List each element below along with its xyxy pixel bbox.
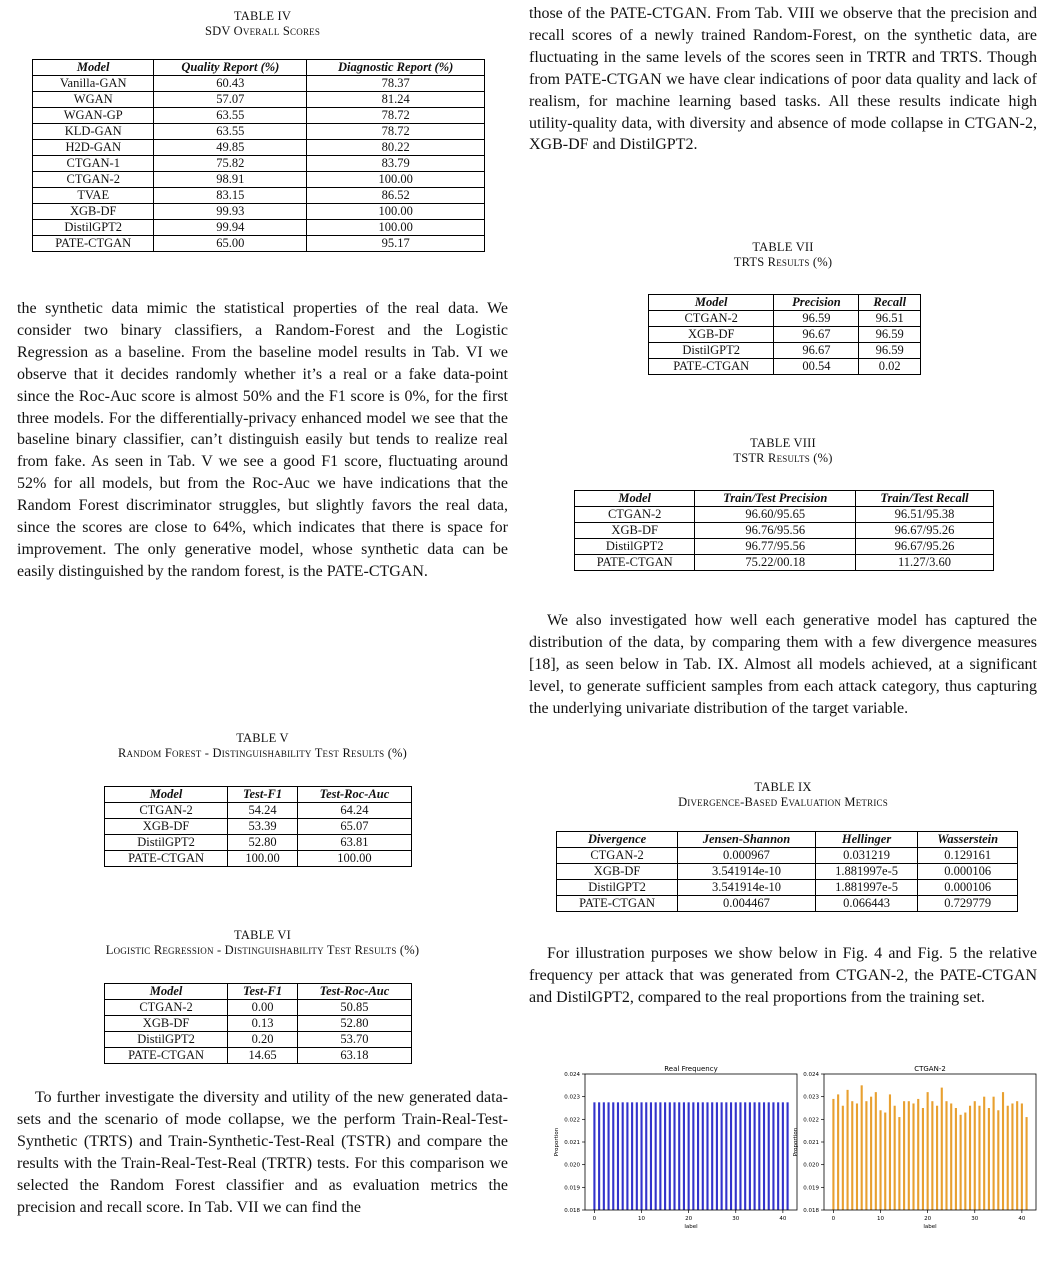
- table-cell: 100.00: [307, 220, 485, 236]
- table-cell: 0.000967: [678, 848, 816, 864]
- table-cell: XGB-DF: [105, 819, 228, 835]
- chart-bar: [875, 1092, 877, 1210]
- table-cell: 96.67: [774, 327, 859, 343]
- left-paragraph-2-text: To further investigate the diversity and utility of the new generated data-sets and the scenario of mode collapse, we the perform Train-Real-Test-Synthetic (TRTS) and Train-Synthetic-Test-Real (TSTR) and compare the results with the Train-Real-Test-Real (TRTR) tests. For this comparison we selected the Random Forest classifier and as evaluation metrics the precision and recall score. In Tab. VII we can find the: [17, 1089, 508, 1216]
- table-cell: 49.85: [154, 140, 307, 156]
- chart-title: CTGAN-2: [914, 1065, 946, 1073]
- table-cell: XGB-DF: [575, 523, 695, 539]
- table-row: [557, 896, 1018, 912]
- table6-number: TABLE VI: [234, 928, 291, 942]
- table-cell: 14.65: [228, 1048, 298, 1064]
- chart-bar: [702, 1102, 704, 1210]
- table-cell: 0.20: [228, 1032, 298, 1048]
- table-row: [33, 108, 485, 124]
- chart-bar: [941, 1088, 943, 1210]
- chart-bar: [692, 1102, 694, 1210]
- table5-header-1: Test-F1: [228, 787, 298, 803]
- table-cell: 52.80: [228, 835, 298, 851]
- y-tick-label: 0.018: [803, 1208, 819, 1214]
- chart-bar: [603, 1102, 605, 1210]
- chart-bar: [884, 1113, 886, 1210]
- chart-bar: [983, 1097, 985, 1210]
- table-cell: 65.00: [154, 236, 307, 252]
- chart-bar: [922, 1108, 924, 1210]
- table6-caption: [17, 928, 508, 958]
- table-cell: PATE-CTGAN: [575, 555, 695, 571]
- table5-number: TABLE V: [236, 731, 289, 745]
- table4: [32, 59, 485, 252]
- chart-bar: [908, 1101, 910, 1210]
- table9-header-1: Jensen-Shannon: [678, 832, 816, 848]
- table8: [574, 490, 994, 571]
- chart-frame: [585, 1074, 797, 1210]
- table-cell: 96.51/95.38: [856, 507, 994, 523]
- y-tick-label: 0.020: [564, 1162, 580, 1169]
- x-tick-label: 10: [638, 1216, 646, 1222]
- table-row: [105, 1032, 412, 1048]
- table6-header-0: Model: [105, 984, 228, 1000]
- chart-bar: [655, 1102, 657, 1210]
- table-row: [33, 172, 485, 188]
- chart-bar: [711, 1102, 713, 1210]
- table-row: [33, 236, 485, 252]
- table-row: [105, 1016, 412, 1032]
- chart-bar: [1021, 1103, 1023, 1210]
- table-cell: 0.13: [228, 1016, 298, 1032]
- chart-bar: [739, 1102, 741, 1210]
- y-tick-label: 0.018: [564, 1208, 580, 1214]
- table-row: [33, 140, 485, 156]
- chart-bar: [870, 1097, 872, 1210]
- chart-bar: [640, 1102, 642, 1210]
- right-paragraph-2-text: We also investigated how well each generative model has captured the distribution of the data, by comparing them with a few divergence measures [18], as seen below in Tab. IX. Almost all models achieved, at a significant level, to generate sufficient samples from each attack category, thus capturing the underlying univariate distribution of the target variable.: [529, 612, 1037, 717]
- table-row: [33, 156, 485, 172]
- x-tick-label: 40: [1018, 1216, 1026, 1222]
- table-cell: 0.066443: [815, 896, 917, 912]
- x-tick-label: 30: [971, 1216, 979, 1222]
- chart-bar: [832, 1099, 834, 1210]
- table5-header-0: Model: [105, 787, 228, 803]
- table-row: [105, 835, 412, 851]
- y-axis-label: Proportion: [554, 1127, 560, 1157]
- table6-title: Logistic Regression - Distinguishability Test Results (%): [105, 943, 420, 957]
- table4-header-0: Model: [33, 60, 154, 76]
- table9-header-2: Hellinger: [815, 832, 917, 848]
- chart-bar: [608, 1102, 610, 1210]
- chart-bar: [1016, 1101, 1018, 1210]
- table-row: [649, 311, 921, 327]
- table-cell: Vanilla-GAN: [33, 76, 154, 92]
- chart-bar: [617, 1102, 619, 1210]
- table-cell: 53.39: [228, 819, 298, 835]
- table8-header-2: Train/Test Recall: [856, 491, 994, 507]
- table4-header-2: Diagnostic Report (%): [307, 60, 485, 76]
- table-cell: WGAN-GP: [33, 108, 154, 124]
- chart-bar: [978, 1106, 980, 1210]
- y-tick-label: 0.023: [803, 1094, 819, 1101]
- table7: [648, 294, 921, 375]
- chart-bar: [950, 1103, 952, 1210]
- table5-title: Random Forest - Distinguishability Test Results (%): [117, 746, 408, 760]
- chart-bar: [673, 1102, 675, 1210]
- chart-bar: [669, 1102, 671, 1210]
- chart-frame: [824, 1074, 1036, 1210]
- table-cell: CTGAN-2: [105, 1000, 228, 1016]
- table-row: [649, 343, 921, 359]
- chart-bar: [758, 1102, 760, 1210]
- table-cell: 53.70: [297, 1032, 411, 1048]
- table7-header-0: Model: [649, 295, 774, 311]
- table-row: [575, 555, 994, 571]
- table-cell: XGB-DF: [33, 204, 154, 220]
- table-row: [105, 851, 412, 867]
- chart-bar: [879, 1110, 881, 1210]
- table-cell: 0.031219: [815, 848, 917, 864]
- chart-bar: [697, 1102, 699, 1210]
- table-cell: XGB-DF: [105, 1016, 228, 1032]
- table-cell: 96.59: [859, 343, 921, 359]
- table-row: [33, 204, 485, 220]
- table-row: [105, 1048, 412, 1064]
- table-cell: CTGAN-1: [33, 156, 154, 172]
- chart-bar: [842, 1106, 844, 1210]
- chart-bar: [898, 1117, 900, 1210]
- chart-bar: [744, 1102, 746, 1210]
- table-cell: DistilGPT2: [33, 220, 154, 236]
- table-cell: 96.59: [774, 311, 859, 327]
- table4-number: TABLE IV: [233, 9, 292, 23]
- table-cell: PATE-CTGAN: [649, 359, 774, 375]
- y-tick-label: 0.024: [564, 1072, 580, 1078]
- chart-bar: [894, 1106, 896, 1210]
- table-cell: 54.24: [228, 803, 298, 819]
- table-cell: 98.91: [154, 172, 307, 188]
- table8-title: TSTR Results (%): [733, 451, 833, 465]
- table-cell: 50.85: [297, 1000, 411, 1016]
- chart-bar: [721, 1102, 723, 1210]
- table-cell: PATE-CTGAN: [105, 1048, 228, 1064]
- table-cell: DistilGPT2: [575, 539, 695, 555]
- right-paragraph-3-text: For illustration purposes we show below in Fig. 4 and Fig. 5 the relative frequency per attack that was generated from CTGAN-2, the PATE-CTGAN and DistilGPT2, compared to the real proportions from the training set.: [529, 945, 1037, 1006]
- table-cell: 86.52: [307, 188, 485, 204]
- table-cell: 96.67/95.26: [856, 539, 994, 555]
- chart-bar: [787, 1102, 789, 1210]
- table-cell: 78.37: [307, 76, 485, 92]
- chart-bar: [988, 1108, 990, 1210]
- table-cell: 63.55: [154, 124, 307, 140]
- table-cell: 83.79: [307, 156, 485, 172]
- table-cell: CTGAN-2: [575, 507, 695, 523]
- chart-bar: [706, 1102, 708, 1210]
- chart-bar: [955, 1108, 957, 1210]
- y-tick-label: 0.022: [564, 1117, 580, 1124]
- chart-bar: [645, 1102, 647, 1210]
- table-cell: 99.94: [154, 220, 307, 236]
- chart-bar: [612, 1102, 614, 1210]
- table-row: [33, 188, 485, 204]
- table-cell: H2D-GAN: [33, 140, 154, 156]
- table-row: [575, 523, 994, 539]
- table-cell: 78.72: [307, 124, 485, 140]
- table-cell: 100.00: [307, 172, 485, 188]
- table4-title: SDV Overall Scores: [204, 24, 321, 38]
- table-cell: 75.22/00.18: [695, 555, 856, 571]
- table-cell: 83.15: [154, 188, 307, 204]
- table-row: [33, 124, 485, 140]
- table-row: [105, 819, 412, 835]
- table7-title: TRTS Results (%): [733, 255, 833, 269]
- table-cell: 1.881997e-5: [815, 880, 917, 896]
- table-cell: 96.67/95.26: [856, 523, 994, 539]
- table-cell: XGB-DF: [557, 864, 678, 880]
- table-cell: PATE-CTGAN: [105, 851, 228, 867]
- table-cell: 96.67: [774, 343, 859, 359]
- table-cell: 0.02: [859, 359, 921, 375]
- chart-bar: [917, 1099, 919, 1210]
- table7-header-1: Precision: [774, 295, 859, 311]
- table5: [104, 786, 412, 867]
- table-cell: PATE-CTGAN: [557, 896, 678, 912]
- table-cell: 11.27/3.60: [856, 555, 994, 571]
- chart-bar: [969, 1106, 971, 1210]
- chart-bar: [1026, 1117, 1028, 1210]
- table-row: [575, 507, 994, 523]
- table-cell: PATE-CTGAN: [33, 236, 154, 252]
- chart-bar: [861, 1085, 863, 1210]
- table9-header-3: Wasserstein: [918, 832, 1018, 848]
- table4-caption: [17, 9, 508, 39]
- chart-bar: [636, 1102, 638, 1210]
- chart-bar: [903, 1101, 905, 1210]
- table-cell: 80.22: [307, 140, 485, 156]
- table6: [104, 983, 412, 1064]
- y-tick-label: 0.022: [803, 1117, 819, 1124]
- table-cell: TVAE: [33, 188, 154, 204]
- table-cell: 57.07: [154, 92, 307, 108]
- table-cell: 0.129161: [918, 848, 1018, 864]
- table-cell: 63.55: [154, 108, 307, 124]
- figure-bar-charts: [549, 1062, 1039, 1259]
- right-paragraph-2: [529, 610, 1037, 720]
- table-cell: 1.881997e-5: [815, 864, 917, 880]
- table-cell: 100.00: [228, 851, 298, 867]
- table-cell: 96.51: [859, 311, 921, 327]
- chart-bar: [960, 1115, 962, 1210]
- table-cell: 96.76/95.56: [695, 523, 856, 539]
- table-cell: 95.17: [307, 236, 485, 252]
- table6-header-1: Test-F1: [228, 984, 298, 1000]
- table-row: [557, 864, 1018, 880]
- x-tick-label: 0: [592, 1216, 597, 1222]
- table8-number: TABLE VIII: [750, 436, 816, 450]
- table7-number: TABLE VII: [752, 240, 814, 254]
- table-cell: 96.59: [859, 327, 921, 343]
- chart-bar: [847, 1090, 849, 1210]
- table-cell: 100.00: [297, 851, 411, 867]
- chart-bar: [598, 1102, 600, 1210]
- y-tick-label: 0.023: [564, 1094, 580, 1101]
- table-cell: 0.00: [228, 1000, 298, 1016]
- chart-bar: [725, 1102, 727, 1210]
- chart-bar: [763, 1102, 765, 1210]
- table-cell: 3.541914e-10: [678, 864, 816, 880]
- table-row: [557, 880, 1018, 896]
- table-cell: KLD-GAN: [33, 124, 154, 140]
- table-cell: 96.60/95.65: [695, 507, 856, 523]
- table5-header-2: Test-Roc-Auc: [297, 787, 411, 803]
- x-tick-label: 30: [732, 1216, 740, 1222]
- table7-header-2: Recall: [859, 295, 921, 311]
- table-cell: DistilGPT2: [557, 880, 678, 896]
- table-cell: 0.004467: [678, 896, 816, 912]
- chart-bar: [993, 1097, 995, 1210]
- x-tick-label: 10: [877, 1216, 885, 1222]
- table-cell: 0.000106: [918, 880, 1018, 896]
- table-cell: 81.24: [307, 92, 485, 108]
- chart-bar: [912, 1103, 914, 1210]
- chart-bar: [650, 1102, 652, 1210]
- table-row: [557, 848, 1018, 864]
- table9-title: Divergence-Based Evaluation Metrics: [678, 795, 888, 809]
- table-cell: 3.541914e-10: [678, 880, 816, 896]
- chart-bar: [730, 1102, 732, 1210]
- table-cell: 63.18: [297, 1048, 411, 1064]
- table-cell: XGB-DF: [649, 327, 774, 343]
- table5-caption: [17, 731, 508, 761]
- table-cell: 99.93: [154, 204, 307, 220]
- chart-bar: [631, 1102, 633, 1210]
- table-row: [33, 92, 485, 108]
- chart-bar: [749, 1102, 751, 1210]
- x-axis-label: label: [923, 1224, 937, 1230]
- chart-title: Real Frequency: [664, 1065, 718, 1073]
- x-axis-label: label: [684, 1224, 698, 1230]
- table-cell: CTGAN-2: [557, 848, 678, 864]
- table-cell: 64.24: [297, 803, 411, 819]
- table-cell: DistilGPT2: [105, 835, 228, 851]
- table-cell: DistilGPT2: [649, 343, 774, 359]
- chart-bar: [964, 1113, 966, 1210]
- table-cell: 100.00: [307, 204, 485, 220]
- table7-caption: [529, 240, 1037, 270]
- chart-bar: [622, 1102, 624, 1210]
- x-tick-label: 0: [831, 1216, 836, 1222]
- table-cell: 63.81: [297, 835, 411, 851]
- chart-bar: [754, 1102, 756, 1210]
- table-cell: 65.07: [297, 819, 411, 835]
- chart-bar: [1002, 1092, 1004, 1210]
- table-row: [33, 220, 485, 236]
- table-row: [649, 359, 921, 375]
- table9-header-0: Divergence: [557, 832, 678, 848]
- table-row: [649, 327, 921, 343]
- y-tick-label: 0.019: [564, 1185, 580, 1192]
- chart-bar: [974, 1101, 976, 1210]
- chart-bar: [716, 1102, 718, 1210]
- table-cell: 96.77/95.56: [695, 539, 856, 555]
- chart-bar: [945, 1101, 947, 1210]
- table4-header-1: Quality Report (%): [154, 60, 307, 76]
- table-row: [105, 803, 412, 819]
- table9-caption: [529, 780, 1037, 810]
- chart-bar: [593, 1102, 595, 1210]
- right-paragraph-3: [529, 943, 1037, 1009]
- table-cell: 60.43: [154, 76, 307, 92]
- y-tick-label: 0.019: [803, 1185, 819, 1192]
- bar-charts-svg: [549, 1062, 1039, 1259]
- chart-bar: [777, 1102, 779, 1210]
- chart-bar: [927, 1092, 929, 1210]
- chart-bar: [837, 1094, 839, 1210]
- chart-bar: [856, 1103, 858, 1210]
- chart-bar: [768, 1102, 770, 1210]
- chart-bar: [997, 1110, 999, 1210]
- y-tick-label: 0.021: [564, 1140, 580, 1146]
- right-paragraph-1: those of the PATE-CTGAN. From Tab. VIII we observe that the precision and recall scores of a newly trained Random-Forest, on the synthetic data, are fluctuating in the same levels of the scores seen in TRTR and TRTS. Though from PATE-CTGAN we have clear indications of poor data quality and lack of realism, for machine learning based tasks. All these results indicate high utility-quality data, with diversity and absence of mode collapse in CTGAN-2, XGB-DF and DistilGPT2.: [529, 5, 1037, 154]
- table8-header-0: Model: [575, 491, 695, 507]
- chart-bar: [865, 1101, 867, 1210]
- chart-bar: [931, 1101, 933, 1210]
- left-paragraph-2: [17, 1087, 508, 1259]
- chart-bar: [772, 1102, 774, 1210]
- chart-bar: [683, 1102, 685, 1210]
- chart-bar: [688, 1102, 690, 1210]
- table-row: [575, 539, 994, 555]
- table-cell: WGAN: [33, 92, 154, 108]
- y-tick-label: 0.021: [803, 1140, 819, 1146]
- table9: [556, 831, 1018, 912]
- chart-bar: [735, 1102, 737, 1210]
- x-tick-label: 20: [685, 1216, 693, 1222]
- chart-bar: [626, 1102, 628, 1210]
- table-cell: 52.80: [297, 1016, 411, 1032]
- x-tick-label: 20: [924, 1216, 932, 1222]
- table-cell: 75.82: [154, 156, 307, 172]
- table-cell: DistilGPT2: [105, 1032, 228, 1048]
- x-tick-label: 40: [779, 1216, 787, 1222]
- table-cell: 0.729779: [918, 896, 1018, 912]
- y-tick-label: 0.020: [803, 1162, 819, 1169]
- table-cell: CTGAN-2: [33, 172, 154, 188]
- table-cell: 0.000106: [918, 864, 1018, 880]
- chart-bar: [851, 1101, 853, 1210]
- left-paragraph-1: the synthetic data mimic the statistical properties of the real data. We consider two binary classifiers, a Random-Forest and the Logistic Regression as a baseline. From the baseline model results in Tab. VI we observe that it decides randomly whether it’s a real or a fake data-point since the Roc-Auc score is almost 50% and the F1 score is 0%, for the first three models. For the differentially-privacy enhanced model we see that the baseline binary classifier, can’t distinguish easily but tends to realize real from fake. As seen in Tab. V we see a good F1 score, fluctuating around 52% for all models, but from the Roc-Auc we have indications that the Random Forest discriminator struggles, but slightly favors the real data, since the scores are close to 64%, which indicates that there is space for improvement. The only generative model, whose synthetic data can be easily distinguished by the random forest, is the PATE-CTGAN.: [17, 300, 508, 580]
- chart-bar: [889, 1094, 891, 1210]
- table-cell: 78.72: [307, 108, 485, 124]
- chart-bar: [936, 1106, 938, 1210]
- table9-number: TABLE IX: [754, 780, 812, 794]
- table-cell: 00.54: [774, 359, 859, 375]
- table-cell: CTGAN-2: [649, 311, 774, 327]
- chart-bar: [1007, 1106, 1009, 1210]
- chart-bar: [782, 1102, 784, 1210]
- table-cell: CTGAN-2: [105, 803, 228, 819]
- y-axis-label: Proportion: [793, 1127, 799, 1157]
- chart-bar: [659, 1102, 661, 1210]
- table6-header-2: Test-Roc-Auc: [297, 984, 411, 1000]
- table8-caption: [529, 436, 1037, 466]
- chart-bar: [1011, 1103, 1013, 1210]
- table8-header-1: Train/Test Precision: [695, 491, 856, 507]
- table-row: [33, 76, 485, 92]
- table-row: [105, 1000, 412, 1016]
- y-tick-label: 0.024: [803, 1072, 819, 1078]
- chart-bar: [678, 1102, 680, 1210]
- chart-bar: [664, 1102, 666, 1210]
